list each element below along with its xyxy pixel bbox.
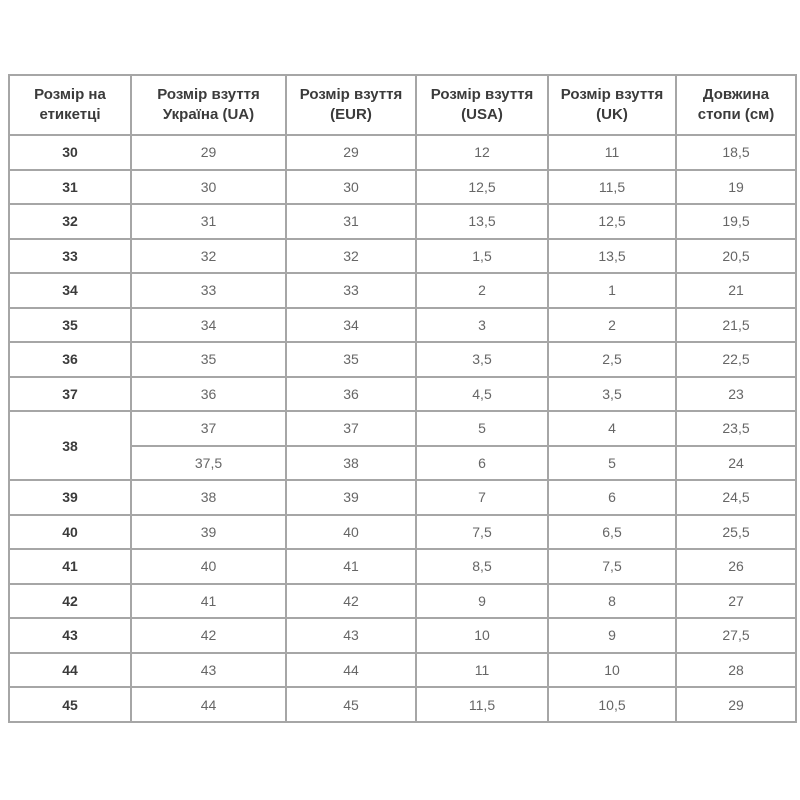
value-cell: 25,5 xyxy=(676,515,796,550)
table-row xyxy=(9,549,796,584)
value-cell: 19 xyxy=(676,170,796,205)
header-cell: Розмір на етикетці xyxy=(9,75,131,135)
value-cell: 8 xyxy=(548,584,676,619)
value-cell: 19,5 xyxy=(676,204,796,239)
value-cell: 23,5 xyxy=(676,411,796,446)
value-cell: 5 xyxy=(416,411,548,446)
value-cell: 30 xyxy=(131,170,286,205)
value-cell: 13,5 xyxy=(416,204,548,239)
table-row xyxy=(9,342,796,377)
value-cell: 39 xyxy=(131,515,286,550)
value-cell: 42 xyxy=(286,584,416,619)
table-row xyxy=(9,515,796,550)
value-cell: 28 xyxy=(676,653,796,688)
value-cell: 7,5 xyxy=(548,549,676,584)
value-cell: 11,5 xyxy=(548,170,676,205)
value-cell: 23 xyxy=(676,377,796,412)
table-row xyxy=(9,204,796,239)
table-body xyxy=(9,135,796,722)
table-row xyxy=(9,377,796,412)
value-cell: 3,5 xyxy=(548,377,676,412)
value-cell: 33 xyxy=(131,273,286,308)
value-cell: 38 xyxy=(286,446,416,481)
table-row xyxy=(9,273,796,308)
value-cell: 44 xyxy=(286,653,416,688)
value-cell: 12,5 xyxy=(416,170,548,205)
value-cell: 31 xyxy=(286,204,416,239)
value-cell: 27 xyxy=(676,584,796,619)
value-cell: 6 xyxy=(416,446,548,481)
value-cell: 40 xyxy=(131,549,286,584)
table-row xyxy=(9,308,796,343)
value-cell: 29 xyxy=(286,135,416,170)
value-cell: 5 xyxy=(548,446,676,481)
value-cell: 10 xyxy=(548,653,676,688)
table-row xyxy=(9,135,796,170)
value-cell: 2,5 xyxy=(548,342,676,377)
value-cell: 43 xyxy=(286,618,416,653)
value-cell: 3 xyxy=(416,308,548,343)
value-cell: 41 xyxy=(131,584,286,619)
value-cell: 44 xyxy=(131,687,286,722)
value-cell: 29 xyxy=(676,687,796,722)
header-cell: Розмір взуття (UK) xyxy=(548,75,676,135)
label-cell: 35 xyxy=(9,308,131,343)
table-row xyxy=(9,584,796,619)
value-cell: 13,5 xyxy=(548,239,676,274)
label-cell: 43 xyxy=(9,618,131,653)
value-cell: 35 xyxy=(286,342,416,377)
value-cell: 31 xyxy=(131,204,286,239)
value-cell: 35 xyxy=(131,342,286,377)
header-cell: Розмір взуття (USA) xyxy=(416,75,548,135)
label-cell: 30 xyxy=(9,135,131,170)
label-cell: 41 xyxy=(9,549,131,584)
value-cell: 36 xyxy=(131,377,286,412)
value-cell: 20,5 xyxy=(676,239,796,274)
value-cell: 37 xyxy=(286,411,416,446)
value-cell: 24 xyxy=(676,446,796,481)
label-cell: 31 xyxy=(9,170,131,205)
table-row xyxy=(9,411,796,446)
value-cell: 26 xyxy=(676,549,796,584)
value-cell: 4,5 xyxy=(416,377,548,412)
value-cell: 34 xyxy=(131,308,286,343)
value-cell: 11 xyxy=(548,135,676,170)
label-cell: 38 xyxy=(9,411,131,480)
value-cell: 9 xyxy=(548,618,676,653)
value-cell: 37 xyxy=(131,411,286,446)
value-cell: 39 xyxy=(286,480,416,515)
label-cell: 37 xyxy=(9,377,131,412)
table-row xyxy=(9,480,796,515)
label-cell: 45 xyxy=(9,687,131,722)
value-cell: 10,5 xyxy=(548,687,676,722)
value-cell: 41 xyxy=(286,549,416,584)
value-cell: 42 xyxy=(131,618,286,653)
label-cell: 32 xyxy=(9,204,131,239)
header-cell: Розмір взуття (EUR) xyxy=(286,75,416,135)
value-cell: 32 xyxy=(286,239,416,274)
table-header-row xyxy=(9,75,796,135)
value-cell: 40 xyxy=(286,515,416,550)
value-cell: 6,5 xyxy=(548,515,676,550)
value-cell: 34 xyxy=(286,308,416,343)
label-cell: 34 xyxy=(9,273,131,308)
label-cell: 39 xyxy=(9,480,131,515)
value-cell: 38 xyxy=(131,480,286,515)
value-cell: 11 xyxy=(416,653,548,688)
value-cell: 1,5 xyxy=(416,239,548,274)
value-cell: 11,5 xyxy=(416,687,548,722)
value-cell: 32 xyxy=(131,239,286,274)
value-cell: 1 xyxy=(548,273,676,308)
value-cell: 37,5 xyxy=(131,446,286,481)
value-cell: 7 xyxy=(416,480,548,515)
value-cell: 45 xyxy=(286,687,416,722)
shoe-size-table xyxy=(8,74,797,723)
label-cell: 40 xyxy=(9,515,131,550)
value-cell: 27,5 xyxy=(676,618,796,653)
value-cell: 3,5 xyxy=(416,342,548,377)
value-cell: 8,5 xyxy=(416,549,548,584)
label-cell: 42 xyxy=(9,584,131,619)
table-row xyxy=(9,170,796,205)
value-cell: 22,5 xyxy=(676,342,796,377)
table-row xyxy=(9,239,796,274)
table-row xyxy=(9,653,796,688)
value-cell: 18,5 xyxy=(676,135,796,170)
value-cell: 2 xyxy=(416,273,548,308)
label-cell: 44 xyxy=(9,653,131,688)
value-cell: 24,5 xyxy=(676,480,796,515)
value-cell: 10 xyxy=(416,618,548,653)
table-row xyxy=(9,687,796,722)
header-cell: Розмір взуття Україна (UA) xyxy=(131,75,286,135)
value-cell: 9 xyxy=(416,584,548,619)
value-cell: 12 xyxy=(416,135,548,170)
value-cell: 36 xyxy=(286,377,416,412)
value-cell: 2 xyxy=(548,308,676,343)
value-cell: 21,5 xyxy=(676,308,796,343)
table-row xyxy=(9,618,796,653)
value-cell: 12,5 xyxy=(548,204,676,239)
value-cell: 43 xyxy=(131,653,286,688)
value-cell: 29 xyxy=(131,135,286,170)
header-cell: Довжина стопи (см) xyxy=(676,75,796,135)
label-cell: 36 xyxy=(9,342,131,377)
value-cell: 33 xyxy=(286,273,416,308)
value-cell: 30 xyxy=(286,170,416,205)
value-cell: 7,5 xyxy=(416,515,548,550)
value-cell: 4 xyxy=(548,411,676,446)
value-cell: 6 xyxy=(548,480,676,515)
label-cell: 33 xyxy=(9,239,131,274)
value-cell: 21 xyxy=(676,273,796,308)
